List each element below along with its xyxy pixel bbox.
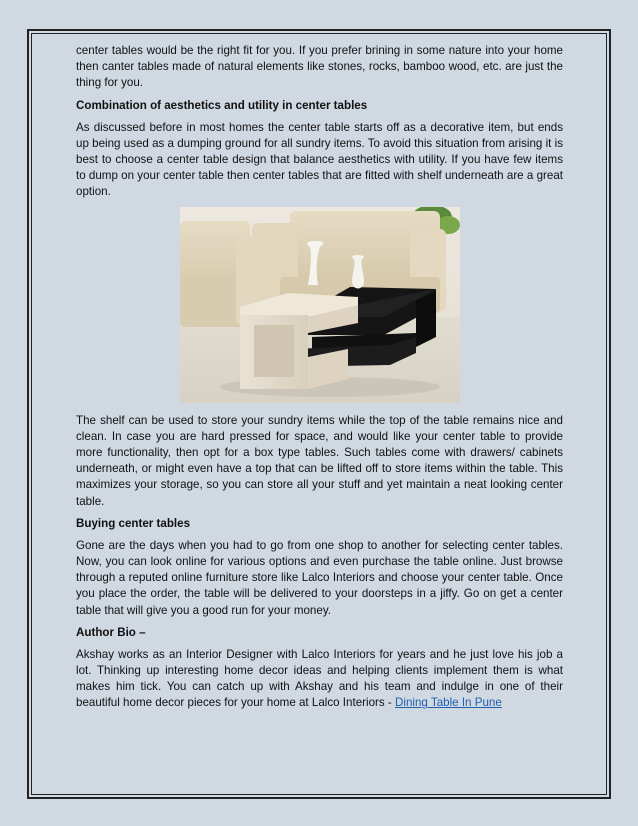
dining-table-link[interactable]: Dining Table In Pune [395,696,502,710]
paragraph-aesthetics: As discussed before in most homes the center table starts off as a decorative item, but ends up being used as a dumping ground for all sundry items. To avoid this situation from arising it is best to choose a center table design that balance aesthetics with utility. If you have few items to dump on your center table then center tables that are fitted with shelf underneath are a great option. [76,120,563,199]
paragraph-buying: Gone are the days when you had to go from one shop to another for selecting center tables. Now, you can look online for various options and even purchase the table online. Just browse through a reputed online furniture store like Lalco Interiors and choose your center table. Once you place the order, the table will be delivered to your doorsteps in a jiffy. Go on get a center table that will give you a good run for your money. [76,538,563,617]
paragraph-author-bio [76,647,563,712]
paragraph-intro: center tables would be the right fit for you. If you prefer brining in some nature into your home then canter tables made of natural elements like stones, rocks, bamboo wood, etc. are just the thing for you. [76,44,563,90]
heading-aesthetics: Combination of aesthetics and utility in center tables [76,98,368,112]
heading-buying: Buying center tables [76,516,191,530]
document-body [76,43,563,718]
heading-author-bio: Author Bio – [76,625,146,639]
center-table-photo [180,207,460,403]
paragraph-shelf: The shelf can be used to store your sundry items while the top of the table remains nice and clean. In case you are hard pressed for space, and would like your center table to provide more functionality, then opt for a box type tables. Such tables come with drawers/ cabinets underneath, or might even have a top that can be lifted off to store items within the table. This maximizes your storage, so you can store all your stuff and yet maintain a neat looking center table. [76,413,563,508]
author-bio-text: Akshay works as an Interior Designer with Lalco Interiors for years and he just love his job a lot. Thinking up interesting home decor ideas and helping clients implement them is what makes him tick. You can catch up with Akshay and his team and indulge in one of their beautiful home decor pieces for your home at Lalco Interiors - [76,647,563,710]
